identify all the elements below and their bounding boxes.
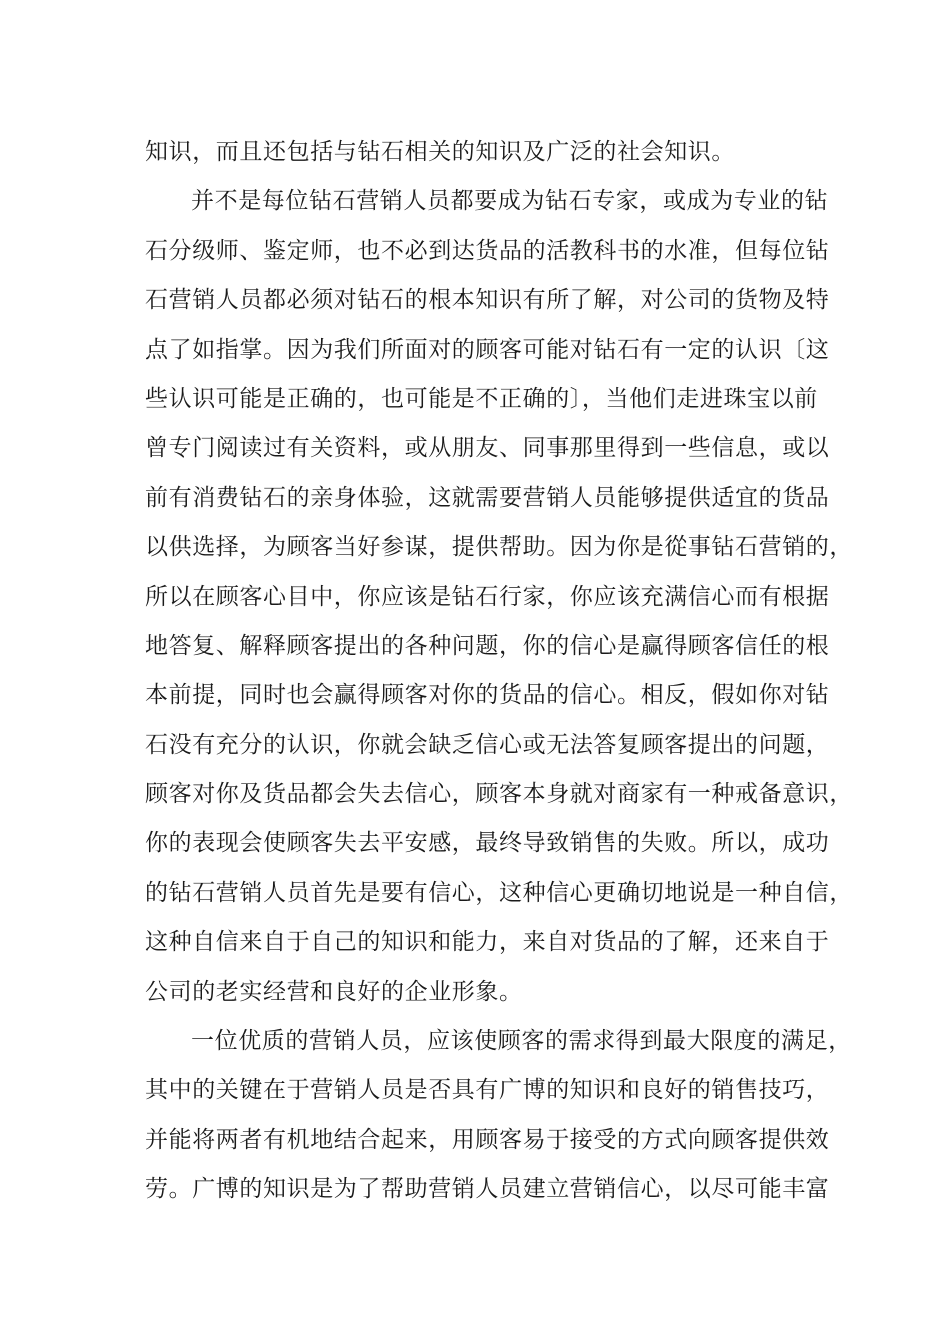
text-line: 以供选择，为顾客当好参谋，提供帮助。因为你是從事钻石营销的， — [145, 534, 853, 561]
text-line: 石没有充分的认识，你就会缺乏信心或无法答复顾客提出的问题， — [145, 731, 830, 758]
text-line: 的钻石营销人员首先是要有信心，这种信心更确切地说是一种自信， — [145, 879, 853, 906]
text-line: 这种自信来自于自己的知识和能力，来自对货品的了解，还来自于 — [145, 929, 830, 956]
text-line: 并能将两者有机地结合起来，用顾客易于接受的方式向顾客提供效 — [145, 1126, 830, 1153]
text-line: 所以在顾客心目中，你应该是钻石行家，你应该充满信心而有根据 — [145, 583, 830, 610]
paragraph-first-line: 并不是每位钻石营销人员都要成为钻石专家，或成为专业的钻 — [191, 188, 829, 215]
text-line: 其中的关键在于营销人员是否具有广博的知识和良好的销售技巧， — [145, 1077, 830, 1104]
text-line: 知识，而且还包括与钻石相关的知识及广泛的社会知识。 — [145, 139, 735, 165]
text-line: 前有消费钻石的亲身体验，这就需要营销人员能够提供适宜的货品 — [145, 484, 830, 511]
text-line: 公司的老实经营和良好的企业形象。 — [145, 978, 523, 1005]
text-line: 劳。广博的知识是为了帮助营销人员建立营销信心，以尽可能丰富 — [145, 1176, 830, 1203]
text-line: 石分级师、鉴定师，也不必到达货品的活教科书的水准，但每位钻 — [145, 237, 830, 264]
body-text — [145, 128, 853, 1215]
text-line: 点了如指掌。因为我们所面对的顾客可能对钻石有一定的认识〔这 — [145, 336, 830, 363]
text-line: 地答复、解释顾客提出的各种问题，你的信心是赢得顾客信任的根 — [145, 632, 830, 659]
text-line: 些认识可能是正确的，也可能是不正确的〕，当他们走进珠宝以前 — [145, 385, 818, 412]
text-line: 本前提，同时也会赢得顾客对你的货品的信心。相反，假如你对钻 — [145, 682, 830, 709]
text-line: 顾客对你及货品都会失去信心，顾客本身就对商家有一种戒备意识， — [145, 781, 853, 808]
paragraph-first-line: 一位优质的营销人员，应该使顾客的需求得到最大限度的满足， — [191, 1028, 852, 1055]
text-line: 石营销人员都必须对钻石的根本知识有所了解，对公司的货物及特 — [145, 287, 830, 314]
text-line: 曾专门阅读过有关资料，或从朋友、同事那里得到一些信息，或以 — [145, 435, 830, 462]
text-line: 你的表现会使顾客失去平安感，最终导致销售的失败。所以，成功 — [145, 830, 830, 857]
